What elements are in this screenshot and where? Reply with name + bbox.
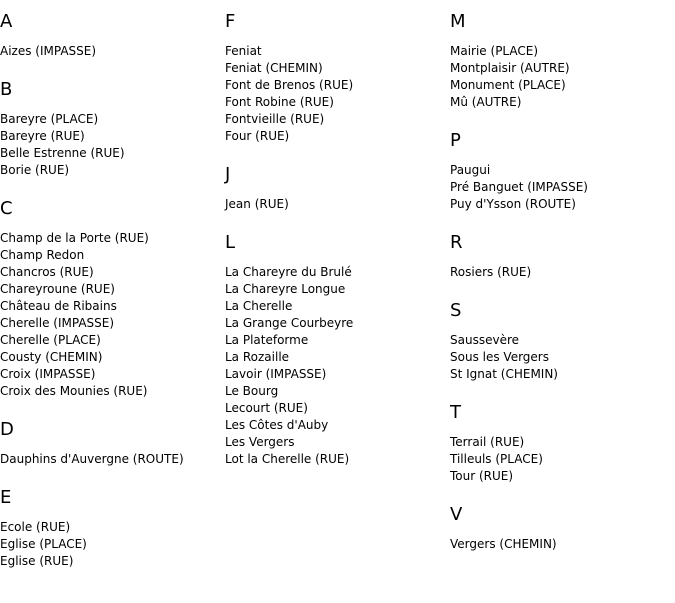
letter-group <box>225 164 445 213</box>
street-name: Feniat <box>225 44 262 58</box>
street-name: La Plateforme <box>225 333 309 347</box>
street-name: Font de Brenos (RUE) <box>225 78 354 92</box>
street-name: Cherelle (PLACE) <box>0 333 101 347</box>
street-name: St Ignat (CHEMIN) <box>450 367 558 381</box>
street-name: La Grange Courbeyre <box>225 316 354 330</box>
street-name: Fontvieille (RUE) <box>225 112 325 126</box>
street-name: Monument (PLACE) <box>450 78 566 92</box>
street-name: Lavoir (IMPASSE) <box>225 367 327 381</box>
letter-group <box>450 232 670 281</box>
letter-heading: J <box>225 164 231 185</box>
street-name: Terrail (RUE) <box>450 435 525 449</box>
street-name: Ecole (RUE) <box>0 520 71 534</box>
street-name: Cherelle (IMPASSE) <box>0 316 115 330</box>
street-name: Château de Ribains <box>0 299 117 313</box>
street-name: Bareyre (RUE) <box>0 129 85 143</box>
street-name: Mû (AUTRE) <box>450 95 522 109</box>
street-name: Borie (RUE) <box>0 163 70 177</box>
street-name: Montplaisir (AUTRE) <box>450 61 570 75</box>
letter-group <box>0 79 220 179</box>
street-name: Dauphins d'Auvergne (ROUTE) <box>0 452 184 466</box>
letter-group <box>0 487 220 570</box>
street-name: Font Robine (RUE) <box>225 95 334 109</box>
letter-group <box>0 419 220 468</box>
letter-group <box>450 402 670 485</box>
street-name: Pré Banguet (IMPASSE) <box>450 180 588 194</box>
street-name: Croix des Mounies (RUE) <box>0 384 148 398</box>
street-name: Aizes (IMPASSE) <box>0 44 97 58</box>
street-name: Eglise (PLACE) <box>0 537 87 551</box>
street-name: Tour (RUE) <box>450 469 514 483</box>
street-name: Les Vergers <box>225 435 295 449</box>
letter-heading: V <box>450 504 463 525</box>
street-name: Croix (IMPASSE) <box>0 367 96 381</box>
street-name: La Chareyre Longue <box>225 282 346 296</box>
street-name: Lecourt (RUE) <box>225 401 308 415</box>
letter-heading: E <box>0 487 12 508</box>
street-name: La Rozaille <box>225 350 290 364</box>
letter-heading: C <box>0 198 13 219</box>
letter-heading: L <box>225 232 236 253</box>
street-name: Vergers (CHEMIN) <box>450 537 557 551</box>
letter-group <box>450 504 670 553</box>
letter-heading: F <box>225 11 236 32</box>
street-name: Chancros (RUE) <box>0 265 94 279</box>
letter-group <box>0 11 220 60</box>
street-index-column-1 <box>0 11 220 589</box>
letter-group <box>450 300 670 383</box>
letter-group <box>225 232 445 468</box>
street-name: Champ Redon <box>0 248 85 262</box>
letter-heading: D <box>0 419 14 440</box>
street-name: Bareyre (PLACE) <box>0 112 99 126</box>
street-name: Belle Estrenne (RUE) <box>0 146 125 160</box>
letter-group <box>225 11 445 145</box>
street-name: Saussevère <box>450 333 519 347</box>
letter-heading: M <box>450 11 466 32</box>
street-name: La Chareyre du Brulé <box>225 265 352 279</box>
street-name: Eglise (RUE) <box>0 554 74 568</box>
street-name: Tilleuls (PLACE) <box>450 452 543 466</box>
letter-heading: R <box>450 232 463 253</box>
letter-group <box>0 198 220 400</box>
letter-group <box>450 130 670 213</box>
letter-heading: A <box>0 11 13 32</box>
letter-heading: T <box>450 402 461 423</box>
street-name: Four (RUE) <box>225 129 290 143</box>
street-name: Sous les Vergers <box>450 350 549 364</box>
letter-group <box>450 11 670 111</box>
letter-heading: P <box>450 130 461 151</box>
street-name: Cousty (CHEMIN) <box>0 350 103 364</box>
street-name: Les Côtes d'Auby <box>225 418 329 432</box>
street-name: Rosiers (RUE) <box>450 265 532 279</box>
street-name: Le Bourg <box>225 384 279 398</box>
street-index-column-2 <box>225 11 445 487</box>
street-name: Jean (RUE) <box>225 197 289 211</box>
letter-heading: B <box>0 79 13 100</box>
street-index-column-3 <box>450 11 670 572</box>
street-name: Puy d'Ysson (ROUTE) <box>450 197 576 211</box>
letter-heading: S <box>450 300 462 321</box>
street-name: Paugui <box>450 163 491 177</box>
street-name: Champ de la Porte (RUE) <box>0 231 149 245</box>
street-name: Mairie (PLACE) <box>450 44 539 58</box>
street-name: La Cherelle <box>225 299 293 313</box>
street-name: Feniat (CHEMIN) <box>225 61 323 75</box>
street-name: Chareyroune (RUE) <box>0 282 115 296</box>
street-name: Lot la Cherelle (RUE) <box>225 452 350 466</box>
